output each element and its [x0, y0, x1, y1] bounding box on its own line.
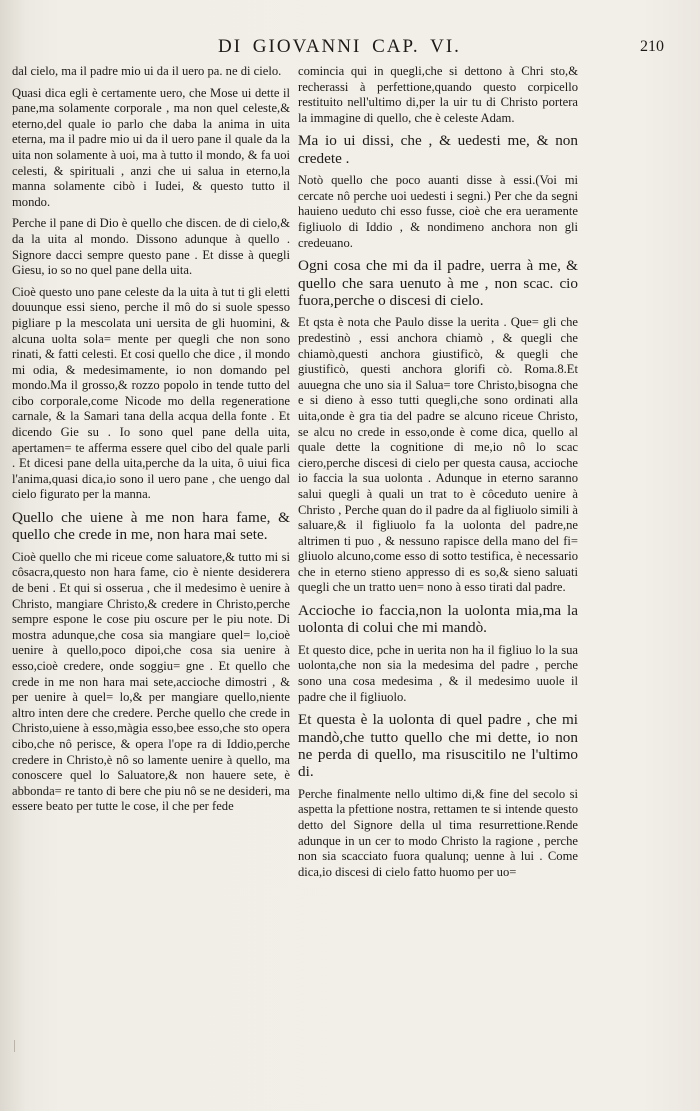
body-text: dal cielo, ma il padre mio ui da il uero pa. ne di cielo. [12, 64, 282, 78]
left-column [12, 64, 290, 821]
body-text: Cioè quello che mi riceue come saluatore,& tutto mi si côsacra,questo non hara fame, cio è niente desiderera de beni . Et qui si osserua , che il medesimo è uenire à Christo, mangiare Christo,& credere in Christo,perche sempre espone le cose piu oscure per le piu note. Di mostra adunque,che cosa sia mangiare quel= lo,cioè uenire à quello,poco dipoi,che cosa sia uenire à esso,cioè credere, onde soggiu= gne . Et quello che crede in me non hara mai sete,accioche dimostri , & per uenire à quel= lo,& per mangiare quello,niente altro inten dere che credere. Perche quello che crede in Christo,uiene à esso,màgia esso,bee esso,che sto opera cibo,che nô perisce, & opera l'ope ra di Iddio,perche credere in Christo,è nô so lamente uenire à quello, ma conoscere quel lo Saluatore,& non hauere sete, è abbonda= re tanto di bere che piu nô se ne desideri, ma essere beato per tutte le cose, il che per fede [12, 549, 290, 814]
body-text: Et qsta è nota che Paulo disse la uerita . Que= gli che predestinò , essi anchora chiamò , & quegli che chiamò,questi anchora giustificò, & quegli che giustificò, questi anchora glorifi cò. Roma.8.Et auuegna che uno sia il Salua= tore Christo,bisogna che e si dieno à esso tutti quegli,che sono ordinati alla uita,onde è gra tia del padre se alcuno riceue Christo, se alcu no crede in esso,onde è come dica, quello al quale dette la cognitione di me,io nô lo scac ciero,perche discesi di cielo per questa causa, accioche io faccia la sua uolonta . Adunque in eterno saranno salui quegli à quali un trat to è côceduto uenire à Christo , Perche quan do il padre da al figliuolo simili à saluare,& il figliuolo fa la uolonta del padre,ne altrimen ti puo , & nessuno rapisce della mano del fi= gliuolo alcuno,come esso di sotto testifica, è necessario che in eterno stieno appresso di es so,& sieno saluati quegli che un tratto uen= nono à esso tirati dal padre. [298, 315, 578, 595]
body-text: Cioè questo uno pane celeste da la uita à tut ti gli eletti douunque essi sieno, perche il mô do si suole spesso pigliare p la mescolata uni uersita de gli huomini, & alcuna uolta sola= mente per quegli che non sono rinati, & fatti celesti. Et cosi quello che dice , il mondo mi odia, & medesimamente, io non domando pel mondo.Ma il grosso,& rozzo popolo in tende tutto del cibo corporale,come Nicode mo della regeneratione carnale, & la Samari tana della acqua della fonte . Et dicendo Gie su . Io sono quel pane della uita, apertamen= te afferma essere quel cibo del quale parli . Et dicesi pane della uita,perche da la uita, ô uiui fica l'anima,quasi dica,io sono il uero pane , che uengo dal cielo figurato per la manna. [12, 284, 290, 502]
body-text: Perche finalmente nello ultimo di,& fine del secolo si aspetta la pfettione nostra, rettamen te si intende questo detto del Signore della ul tima resurrettione.Rende adunque in un cer to modo Christo la ragione , perche non sia scacciato fuora qualunq; uenne à lui . Come dica,io discesi di cielo fatto huomo per uo= [298, 786, 578, 879]
page-number: 210 [640, 38, 664, 55]
scripture-verse: Et questa è la uolonta di quel padre , che mi mandò,che tutto quello che mi dette, io non ne perda di quello, ma risuscitilo ne l'ultimo di. [298, 711, 578, 781]
scripture-verse: Accioche io faccia,non la uolonta mia,ma la uolonta di colui che mi mandò. [298, 602, 578, 637]
right-column [298, 64, 578, 886]
body-text: Perche il pane di Dio è quello che discen. de di cielo,& da la uita al mondo. Dissono adunque à quello . Signore dacci sempre questo pane . Et disse à quegli Giesu, io so no quel pane della uita. [12, 216, 290, 278]
page-header [0, 36, 700, 60]
scripture-verse: Ogni cosa che mi da il padre, uerra à me, & quello che sara uenuto à me , non scac. cio fuora,perche o discesi di cielo. [298, 257, 578, 309]
margin-mark [14, 1040, 17, 1052]
body-text: Quasi dica egli è certamente uero, che Mose ui dette il pane,ma solamente corporale , ma non quel celeste,& eterno,del quale io parlo che daba la anima in uita eterna, ma il padre mio ui da il uero pane il quale da la uita non solamente à uoi, ma à tutto il mondo, & fa uoi celesti, & spirituali , anzi che ui salua in eterno,la manna solamente cibò i Iudei, & questo tutto il mondo. [12, 85, 290, 209]
body-text: Et questo dice, pche in uerita non ha il figliuo lo la sua uolonta,che non sia la medesima del padre , perche sono una cosa medesima , & il medesimo uuole il padre che il figliuolo. [298, 642, 578, 704]
scripture-verse: Quello che uiene à me non hara fame, & quello che crede in me, non hara mai sete. [12, 509, 290, 544]
running-head: DI GIOVANNI CAP. VI. [218, 36, 461, 57]
body-text: comincia qui in quegli,che si dettono à Chri sto,& recherassi à perfettione,quando questo corpicello restituito nell'ultimo di,per la uir tu di Christo portera la immagine di quello, che è celeste Adam. [298, 64, 578, 125]
body-text: Notò quello che poco auanti disse à essi.(Voi mi cercate nô perche uoi uedesti i segni.) Per che da segni hauieno ueduto chi esso fusse, cioè che era ueramente figliuolo di Iddio , & nondimeno anchora non gli credeuano. [298, 173, 578, 250]
scripture-verse: Ma io ui dissi, che , & uedesti me, & non credete . [298, 132, 578, 167]
